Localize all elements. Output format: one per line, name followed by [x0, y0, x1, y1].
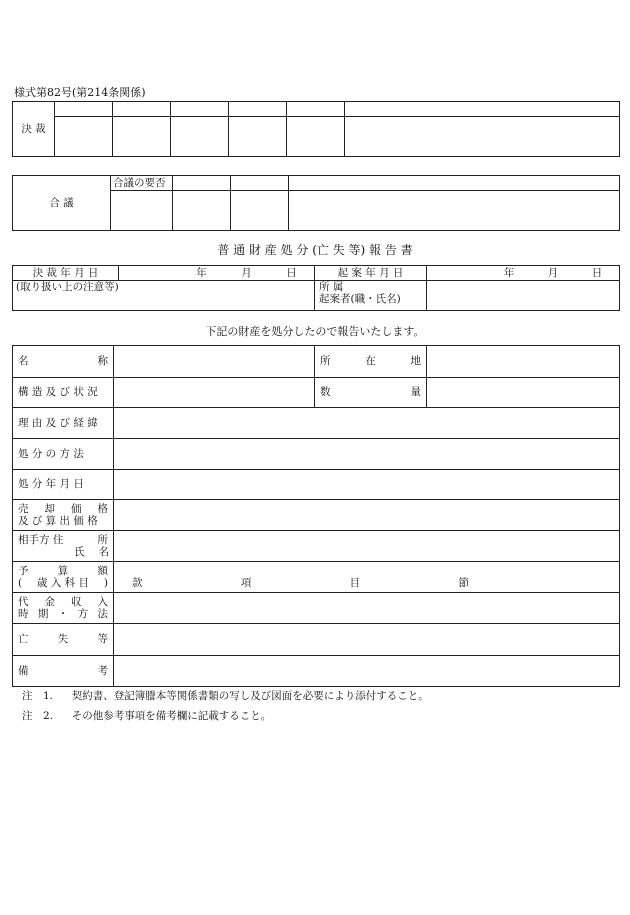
year-unit: 年 — [196, 266, 207, 279]
reason-field[interactable] — [114, 408, 620, 439]
kessai-stamp-cell[interactable] — [55, 117, 113, 157]
kessai-stamp-cell[interactable] — [113, 117, 171, 157]
kessai-header-cell — [55, 102, 113, 117]
form-number: 様式第82号(第214条関係) — [14, 86, 146, 99]
kessai-stamp-cell[interactable] — [171, 117, 229, 157]
table-row — [13, 500, 620, 531]
budget-moku: 目 — [349, 576, 361, 589]
year-unit: 年 — [503, 266, 515, 279]
kessai-header-cell — [113, 102, 171, 117]
header-table — [12, 265, 620, 311]
gougi-header: 合議の要否 — [111, 176, 173, 191]
kessai-stamp-cell[interactable] — [229, 117, 287, 157]
loss-field[interactable] — [114, 624, 620, 656]
quantity-label: 数 量 — [315, 378, 427, 408]
reason-label: 理 由 及 び 経 緯 — [13, 408, 114, 439]
table-row — [13, 408, 620, 439]
name-label: 名 称 — [13, 346, 114, 378]
table-row — [13, 624, 620, 656]
gougi-header-cell — [173, 176, 231, 191]
budget-kan: 款 — [132, 576, 143, 589]
affiliation-drafter-label — [315, 281, 427, 311]
payment-field[interactable] — [114, 593, 620, 624]
note-1-label: 注 1. — [22, 690, 54, 702]
note-2-label: 注 2. — [22, 710, 54, 722]
method-label: 処 分 の 方 法 — [13, 439, 114, 470]
price-label: 売 却 価 格 及 び 算 出 価 格 — [13, 500, 114, 531]
day-unit: 日 — [286, 266, 297, 279]
method-field[interactable] — [114, 439, 620, 470]
gougi-stamp-cell[interactable] — [231, 191, 289, 231]
kessai-header-cell — [287, 102, 345, 117]
remarks-field[interactable] — [114, 656, 620, 687]
note-2 — [22, 708, 271, 723]
gougi-stamp-cell[interactable] — [111, 191, 173, 231]
disposal-date-field[interactable] — [114, 470, 620, 500]
quantity-field[interactable] — [427, 378, 620, 408]
gougi-label: 合 議 — [13, 176, 111, 231]
affiliation-label: 所 属 — [319, 281, 344, 293]
affiliation-drafter-field[interactable] — [427, 281, 620, 311]
decision-date-label: 決 裁 年 月 日 — [13, 266, 119, 281]
kessai-header-cell — [171, 102, 229, 117]
structure-field[interactable] — [114, 378, 315, 408]
budget-label: 予 算 額 ( 歳 入 科 目 ) — [13, 562, 114, 593]
kessai-header-cell — [345, 102, 620, 117]
day-unit: 日 — [591, 266, 603, 279]
table-row — [13, 562, 620, 593]
counterparty-label: 相手方 住 所 氏 名 — [13, 531, 114, 562]
gougi-header-cell — [289, 176, 620, 191]
gougi-stamp-cell[interactable] — [173, 191, 231, 231]
table-row — [13, 346, 620, 378]
kessai-stamp-cell[interactable] — [345, 117, 620, 157]
table-row — [13, 439, 620, 470]
budget-kou: 項 — [240, 576, 252, 589]
budget-setsu: 節 — [458, 576, 469, 589]
handling-notes-field[interactable] — [13, 281, 315, 311]
table-row — [13, 531, 620, 562]
name-field[interactable] — [114, 346, 315, 378]
kessai-header-cell — [229, 102, 287, 117]
price-field[interactable] — [114, 500, 620, 531]
note-1-text: 契約書、登記簿謄本等関係書類の写し及び図面を必要により添付すること。 — [71, 690, 429, 702]
counterparty-field[interactable] — [114, 531, 620, 562]
gougi-stamp-cell[interactable] — [289, 191, 620, 231]
intro-text: 下記の財産を処分したので報告いたします。 — [205, 325, 425, 338]
gougi-table — [12, 175, 620, 231]
note-1 — [22, 688, 429, 703]
page-title: 普 通 財 産 処 分 (亡 失 等) 報 告 書 — [217, 243, 413, 257]
kessai-stamp-cell[interactable] — [287, 117, 345, 157]
table-row — [13, 470, 620, 500]
detail-table — [12, 345, 620, 687]
loss-label: 亡 失 等 — [13, 624, 114, 656]
location-field[interactable] — [427, 346, 620, 378]
decision-date-field[interactable] — [119, 266, 315, 281]
gougi-header-cell — [231, 176, 289, 191]
kessai-label: 決 裁 — [13, 102, 55, 157]
location-label: 所 在 地 — [315, 346, 427, 378]
draft-date-label: 起 案 年 月 日 — [315, 266, 427, 281]
note-2-text: その他参考事項を備考欄に記載すること。 — [71, 710, 272, 722]
table-row — [13, 656, 620, 687]
kessai-table — [12, 101, 620, 157]
month-unit: 月 — [547, 266, 559, 279]
structure-label: 構 造 及 び 状 況 — [13, 378, 114, 408]
month-unit: 月 — [241, 266, 252, 279]
handling-notes-label: (取り扱い上の注意等) — [16, 281, 119, 293]
table-row — [13, 593, 620, 624]
drafter-label: 起案者(職・氏名) — [319, 293, 401, 306]
budget-field[interactable] — [114, 562, 620, 593]
draft-date-field[interactable] — [427, 266, 620, 281]
disposal-date-label: 処 分 年 月 日 — [13, 470, 114, 500]
remarks-label: 備 考 — [13, 656, 114, 687]
table-row — [13, 378, 620, 408]
payment-label: 代 金 収 入 時 期 ・ 方 法 — [13, 593, 114, 624]
